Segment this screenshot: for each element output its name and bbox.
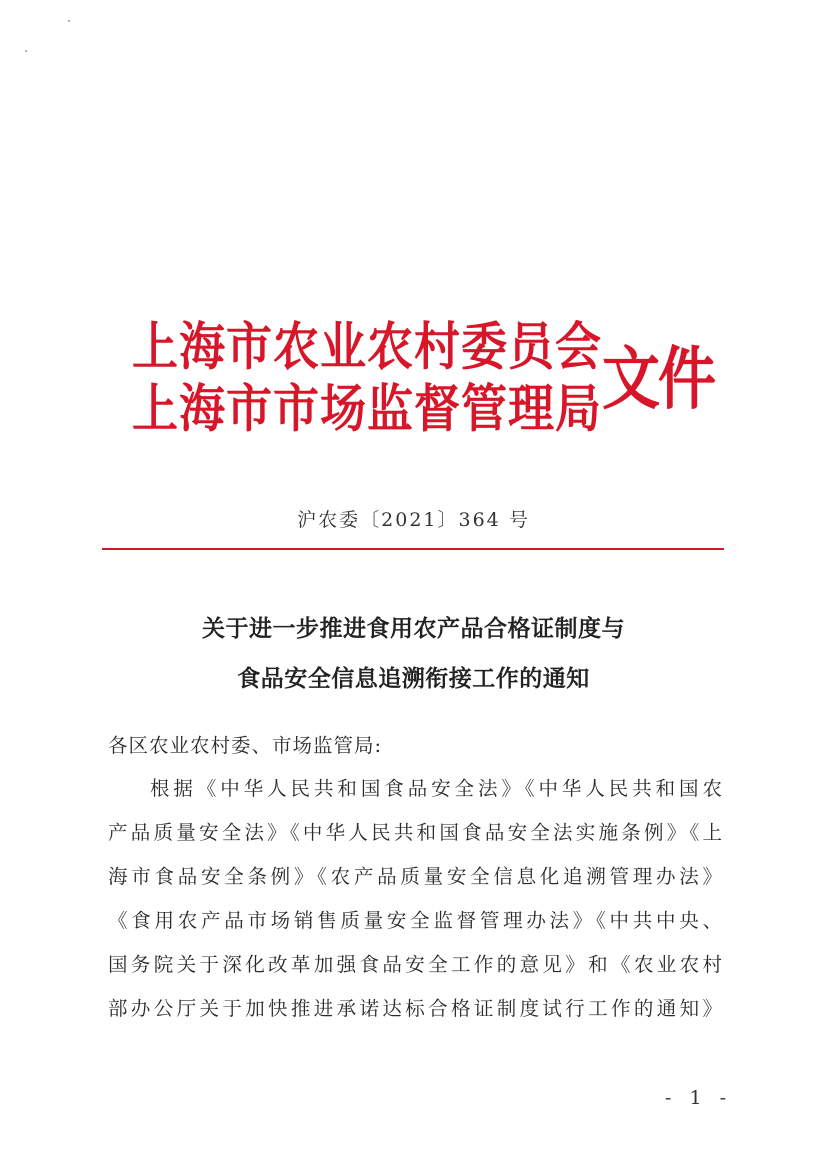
header-red-rule — [102, 548, 724, 550]
document-word: 文件 — [602, 338, 715, 419]
body-text-line: 根据《中华人民共和国食品安全法》《中华人民共和国农 — [150, 777, 722, 800]
issuing-organizations — [132, 312, 602, 439]
org-name-agriculture: 上海市农业农村委员会 — [132, 316, 602, 377]
scan-speck — [68, 20, 70, 22]
body-text-line: 《食用农产品市场销售质量安全监督管理办法》《中共中央、 — [108, 909, 722, 932]
body-text-line: 海市食品安全条例》《农产品质量安全信息化追溯管理办法》 — [108, 865, 722, 888]
body-text-line: 产品质量安全法》《中华人民共和国食品安全法实施条例》《上 — [108, 821, 722, 844]
scan-speck — [25, 50, 27, 52]
body-text-line: 国务院关于深化改革加强食品安全工作的意见》和《农业农村 — [108, 953, 722, 976]
body-text-line: 部办公厅关于加快推进承诺达标合格证制度试行工作的通知》 — [108, 997, 722, 1020]
org-name-market-supervision: 上海市市场监督管理局 — [132, 378, 602, 439]
document-title-line-1: 关于进一步推进食用农产品合格证制度与 — [202, 615, 625, 642]
document-title-line-2: 食品安全信息追溯衔接工作的通知 — [237, 665, 590, 692]
page-number: - 1 - — [665, 1087, 733, 1109]
salutation: 各区农业农村委、市场监管局: — [108, 734, 383, 757]
document-number: 沪农委〔2021〕364 号 — [297, 509, 530, 531]
